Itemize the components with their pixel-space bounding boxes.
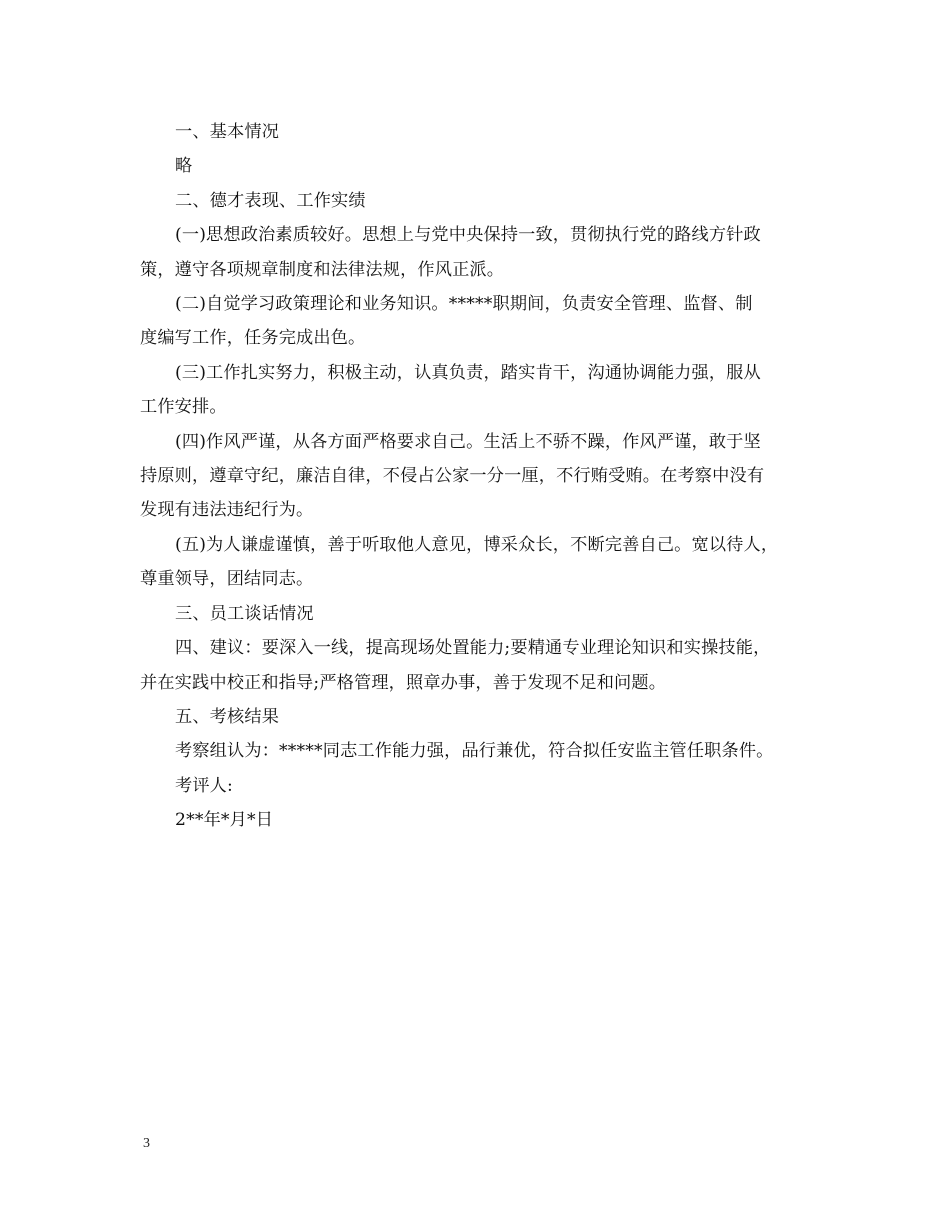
paragraph-line: 度编写工作，任务完成出色。 <box>140 328 366 349</box>
paragraph-line: 四、建议：要深入一线，提高现场处置能力;要精通专业理论知识和实操技能， <box>175 638 771 659</box>
paragraph-line: (四)作风严谨，从各方面严格要求自己。生活上不骄不躁，作风严谨，敢于坚 <box>175 431 761 452</box>
section-heading-performance: 二、德才表现、工作实绩 <box>175 190 366 211</box>
paragraph-line: (一)思想政治素质较好。思想上与党中央保持一致，贯彻执行党的路线方针政 <box>175 225 761 246</box>
paragraph-line: (三)工作扎实努力，积极主动，认真负责，踏实肯干，沟通协调能力强，服从 <box>175 362 761 383</box>
paragraph-line: 持原则，遵章守纪，廉洁自律，不侵占公家一分一厘，不行贿受贿。在考察中没有 <box>140 466 765 487</box>
paragraph-line: 考察组认为：*****同志工作能力强，品行兼优，符合拟任安监主管任职条件。 <box>175 741 774 762</box>
paragraph-line: (五)为人谦虚谨慎，善于听取他人意见，博采众长，不断完善自己。宽以待人， <box>175 534 779 555</box>
reviewer-label: 考评人: <box>175 775 233 796</box>
page-number: 3 <box>143 1136 150 1151</box>
paragraph-line: 发现有违法违纪行为。 <box>140 500 314 521</box>
section-heading-interviews: 三、员工谈话情况 <box>175 603 314 624</box>
section-heading-basic-info: 一、基本情况 <box>175 122 280 142</box>
date-line: 2**年*月*日 <box>175 810 274 831</box>
paragraph-line: 工作安排。 <box>140 397 227 418</box>
paragraph-line: 略 <box>175 156 193 177</box>
document-body <box>140 115 830 838</box>
paragraph-line: 尊重领导，团结同志。 <box>140 569 314 590</box>
paragraph-line: 并在实践中校正和指导;严格管理，照章办事，善于发现不足和问题。 <box>140 672 667 693</box>
paragraph-line: (二)自觉学习政策理论和业务知识。*****职期间，负责安全管理、监督、制 <box>175 294 753 315</box>
section-heading-results: 五、考核结果 <box>175 706 280 727</box>
paragraph-line: 策，遵守各项规章制度和法律法规，作风正派。 <box>140 259 505 280</box>
